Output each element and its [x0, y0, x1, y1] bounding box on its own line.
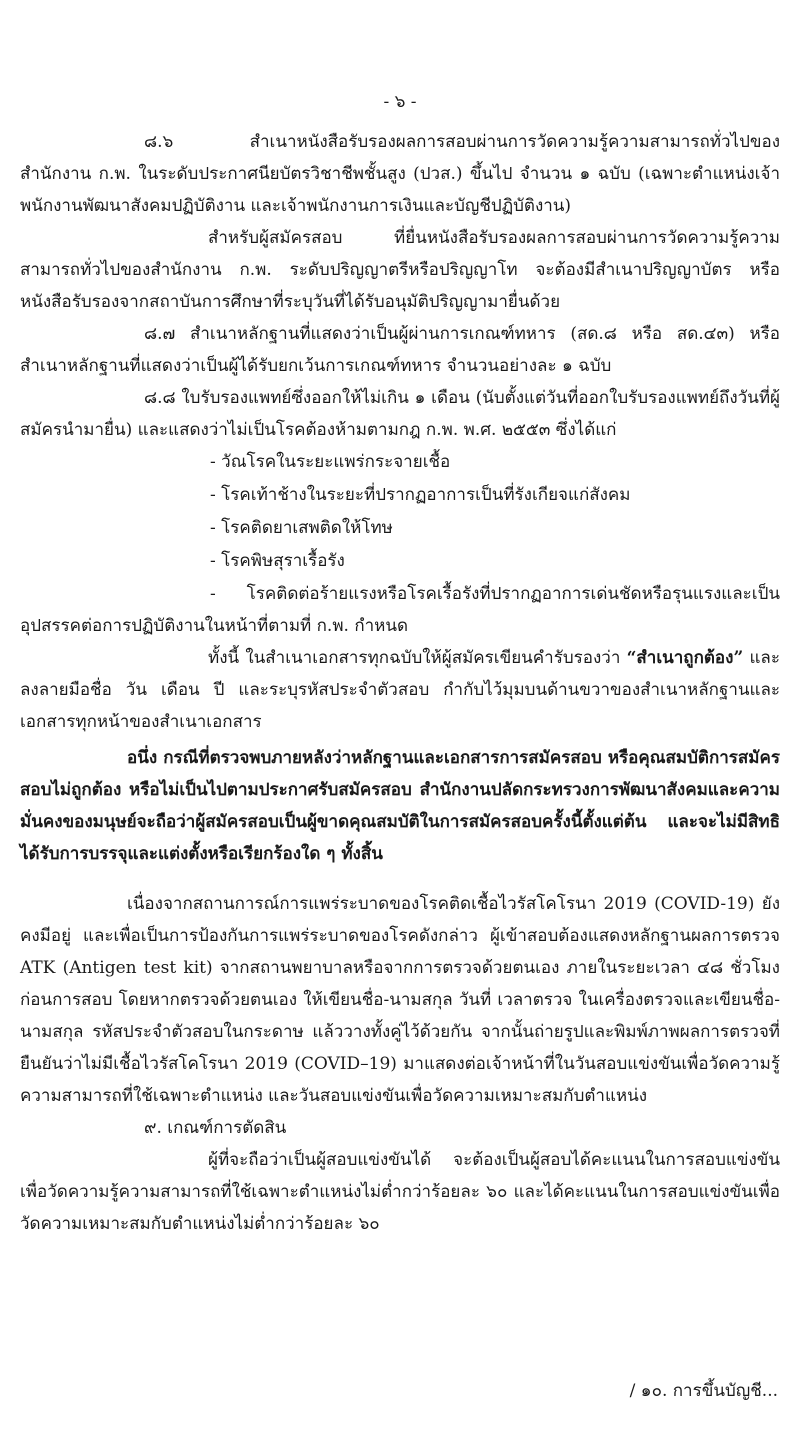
paragraph-8-6: ๘.๖ สำเนาหนังสือรับรองผลการสอบผ่านการวัดความรู้ความสามารถทั่วไปของสำนักงาน ก.พ. ในระดับประกาศนียบัตรวิชาชีพชั้นสูง (ปวส.) ขึ้นไป จำนวน ๑ ฉบับ (เฉพาะตำแหน่งเจ้าพนักงานพัฒนาสังคมปฏิบัติงาน และเจ้าพนักงานการเงินและบัญชีปฏิบัติงาน) — [20, 132, 780, 216]
paragraph-8-7: ๘.๗ สำเนาหลักฐานที่แสดงว่าเป็นผู้ผ่านการเกณฑ์ทหาร (สด.๘ หรือ สด.๔๓) หรือสำเนาหลักฐานที่แสดงว่าเป็นผู้ได้รับยกเว้นการเกณฑ์ทหาร จำนวนอย่างละ ๑ ฉบับ — [20, 324, 780, 376]
disease-list — [20, 446, 780, 578]
page-number: - ๖ - — [383, 92, 417, 112]
section-9-text: ผู้ที่จะถือว่าเป็นผู้สอบแข่งขันได้ จะต้องเป็นผู้สอบได้คะแนนในการสอบแข่งขันเพื่อวัดความรู้ความสามารถที่ใช้เฉพาะตำแหน่งไม่ต่ำกว่าร้อยละ ๖๐ และได้คะแนนในการสอบแข่งขันเพื่อวัดความเหมาะสมกับตำแหน่งไม่ต่ำกว่าร้อยละ ๖๐ — [20, 1150, 780, 1234]
paragraph-8-8: ๘.๘ ใบรับรองแพทย์ซึ่งออกให้ไม่เกิน ๑ เดือน (นับตั้งแต่วันที่ออกใบรับรองแพทย์ถึงวันที่ผู้สมัครนำมายื่น) และแสดงว่าไม่เป็นโรคต้องห้ามตามกฎ ก.พ. พ.ศ. ๒๕๕๓ ซึ่งได้แก่ — [20, 388, 780, 440]
certify-quote: “สำเนาถูกต้อง” — [626, 648, 744, 668]
warning-paragraph: อนึ่ง กรณีที่ตรวจพบภายหลังว่าหลักฐานและเอกสารการสมัครสอบ หรือคุณสมบัติการสมัครสอบไม่ถูกต้อง หรือไม่เป็นไปตามประกาศรับสมัครสอบ สำนักงานปลัดกระทรวงการพัฒนาสังคมและความมั่นคงของมนุษย์จะถือว่าผู้สมัครสอบเป็นผู้ขาดคุณสมบัติในการสมัครสอบครั้งนี้ตั้งแต่ต้น และจะไม่มีสิทธิได้รับการบรรจุและแต่งตั้งหรือเรียกร้องใด ๆ ทั้งสิ้น — [20, 748, 780, 864]
next-page-reference: / ๑๐. การขึ้นบัญชี... — [629, 1381, 778, 1401]
section-9-title: ๙. เกณฑ์การตัดสิน — [144, 1118, 287, 1138]
disease-item: - โรคเท้าช้างในระยะที่ปรากฏอาการเป็นที่รังเกียจแก่สังคม — [210, 485, 631, 505]
certify-after: และลงลายมือชื่อ วัน เดือน ปี และระบุรหัสประจำตัวสอบ กำกับไว้มุมบนด้านขวาของสำเนาหลักฐานและเอกสารทุกหน้าของสำเนาเอกสาร — [20, 648, 780, 732]
disease-item: - โรคพิษสุราเรื้อรัง — [210, 551, 345, 571]
covid-paragraph: เนื่องจากสถานการณ์การแพร่ระบาดของโรคติดเชื้อไวรัสโคโรนา 2019 (COVID-19) ยังคงมีอยู่ และเพื่อเป็นการป้องกันการแพร่ระบาดของโรคดังกล่าว ผู้เข้าสอบต้องแสดงหลักฐานผลการตรวจ ATK (Antigen test kit) จากสถานพยาบาลหรือจากการตรวจด้วยตนเอง ภายในระยะเวลา ๔๘ ชั่วโมงก่อนการสอบ โดยหากตรวจด้วยตนเอง ให้เขียนชื่อ-นามสกุล วันที่ เวลาตรวจ ในเครื่องตรวจและเขียนชื่อ-นามสกุล รหัสประจำตัวสอบในกระดาษ แล้ววางทั้งคู่ไว้ด้วยกัน จากนั้นถ่ายรูปและพิมพ์ภาพผลการตรวจที่ยืนยันว่าไม่มีเชื้อไวรัสโคโรนา 2019 (COVID–19) มาแสดงต่อเจ้าหน้าที่ในวันสอบแข่งขันเพื่อวัดความรู้ความสามารถที่ใช้เฉพาะตำแหน่ง และวันสอบแข่งขันเพื่อวัดความเหมาะสมกับตำแหน่ง — [20, 894, 780, 1106]
disease-item-last: - โรคติดต่อร้ายแรงหรือโรคเรื้อรังที่ปรากฏอาการเด่นชัดหรือรุนแรงและเป็นอุปสรรคต่อการปฏิบัติงานในหน้าที่ตามที่ ก.พ. กำหนด — [20, 584, 780, 636]
disease-item: - วัณโรคในระยะแพร่กระจายเชื้อ — [210, 452, 451, 472]
paragraph-8-6-note: สำหรับผู้สมัครสอบ ที่ยื่นหนังสือรับรองผลการสอบผ่านการวัดความรู้ความสามารถทั่วไปของสำนักงาน ก.พ. ระดับปริญญาตรีหรือปริญญาโท จะต้องมีสำเนาปริญญาบัตร หรือหนังสือรับรองจากสถาบันการศึกษาที่ระบุวันที่ได้รับอนุมัติปริญญามายื่นด้วย — [20, 228, 780, 312]
disease-item: - โรคติดยาเสพติดให้โทษ — [210, 518, 393, 538]
certify-before: ทั้งนี้ ในสำเนาเอกสารทุกฉบับให้ผู้สมัครเขียนคำรับรองว่า — [208, 648, 627, 668]
certify-paragraph — [20, 642, 780, 738]
